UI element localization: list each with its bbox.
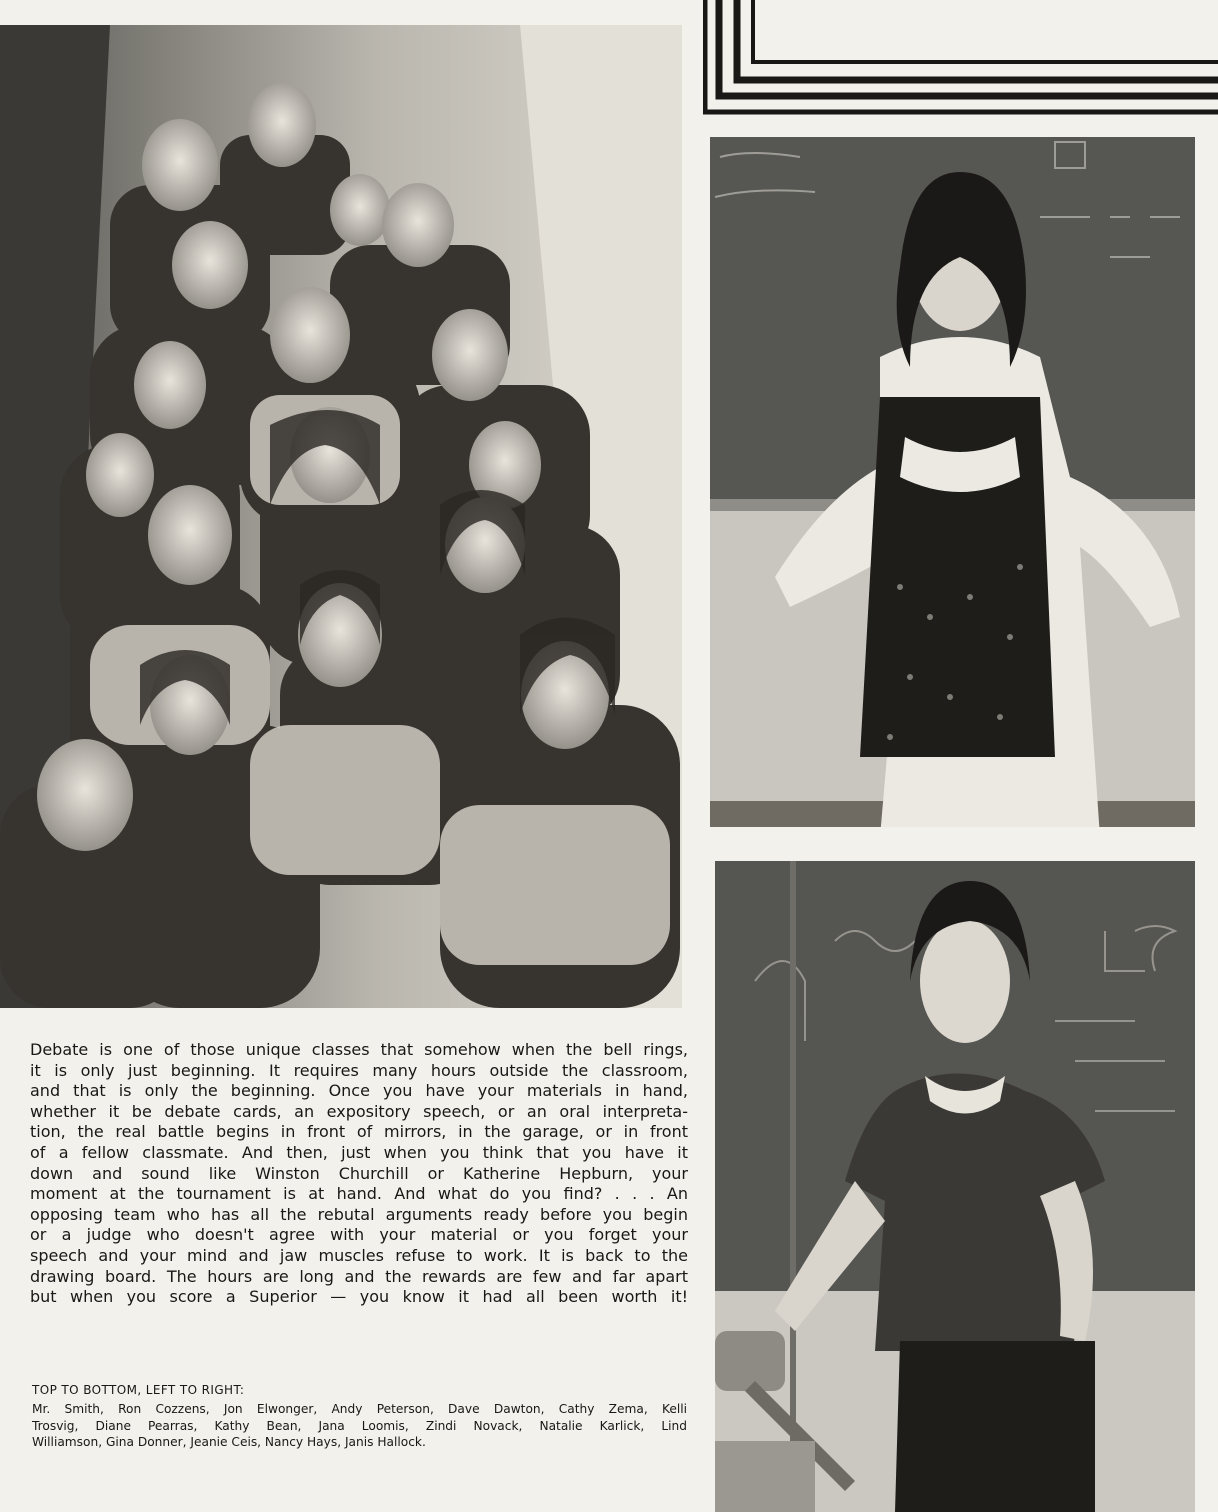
article-line: it is only just beginning. It requires many hours outside the classroom, xyxy=(30,1060,688,1080)
article-line: or a judge who doesn't agree with your material or you forget your xyxy=(30,1225,688,1245)
article-line: down and sound like Winston Churchill or Katherine Hepburn, your xyxy=(30,1163,688,1183)
article-line: of a fellow classmate. And then, just when you think that you have it xyxy=(30,1142,688,1162)
article-body xyxy=(30,1040,688,1308)
caption-line: Mr. Smith, Ron Cozzens, Jon Elwonger, Andy Peterson, Dave Dawton, Cathy Zema, Kelli xyxy=(32,1402,687,1416)
article-line: speech and your mind and jaw muscles refuse to work. It is back to the xyxy=(30,1245,688,1265)
speaker-photo-bottom xyxy=(715,861,1195,1512)
article-line: Debate is one of those unique classes that somehow when the bell rings, xyxy=(30,1040,688,1059)
article-line: but when you score a Superior — you know it had all been worth it! xyxy=(30,1287,688,1307)
article-line: tion, the real battle begins in front of mirrors, in the garage, or in front xyxy=(30,1122,688,1142)
article-line: opposing team who has all the rebutal arguments ready before you begin xyxy=(30,1204,688,1224)
caption-line: Williamson, Gina Donner, Jeanie Ceis, Nancy Hays, Janis Hallock. xyxy=(32,1435,426,1450)
decorative-frame xyxy=(703,0,1218,115)
caption-line: Trosvig, Diane Pearras, Kathy Bean, Jana Loomis, Zindi Novack, Natalie Karlick, Lind xyxy=(32,1418,687,1433)
speaker-photo-top xyxy=(710,137,1195,827)
article-line: drawing board. The hours are long and the rewards are few and far apart xyxy=(30,1266,688,1286)
caption-names xyxy=(32,1401,687,1451)
caption-heading: TOP TO BOTTOM, LEFT TO RIGHT: xyxy=(32,1383,245,1397)
group-photo-stairs xyxy=(0,25,682,1008)
article-line: moment at the tournament is at hand. And what do you find? . . . An xyxy=(30,1184,688,1204)
article-line: and that is only the beginning. Once you have your materials in hand, xyxy=(30,1081,688,1101)
article-line: whether it be debate cards, an expository speech, or an oral interpreta- xyxy=(30,1101,688,1121)
